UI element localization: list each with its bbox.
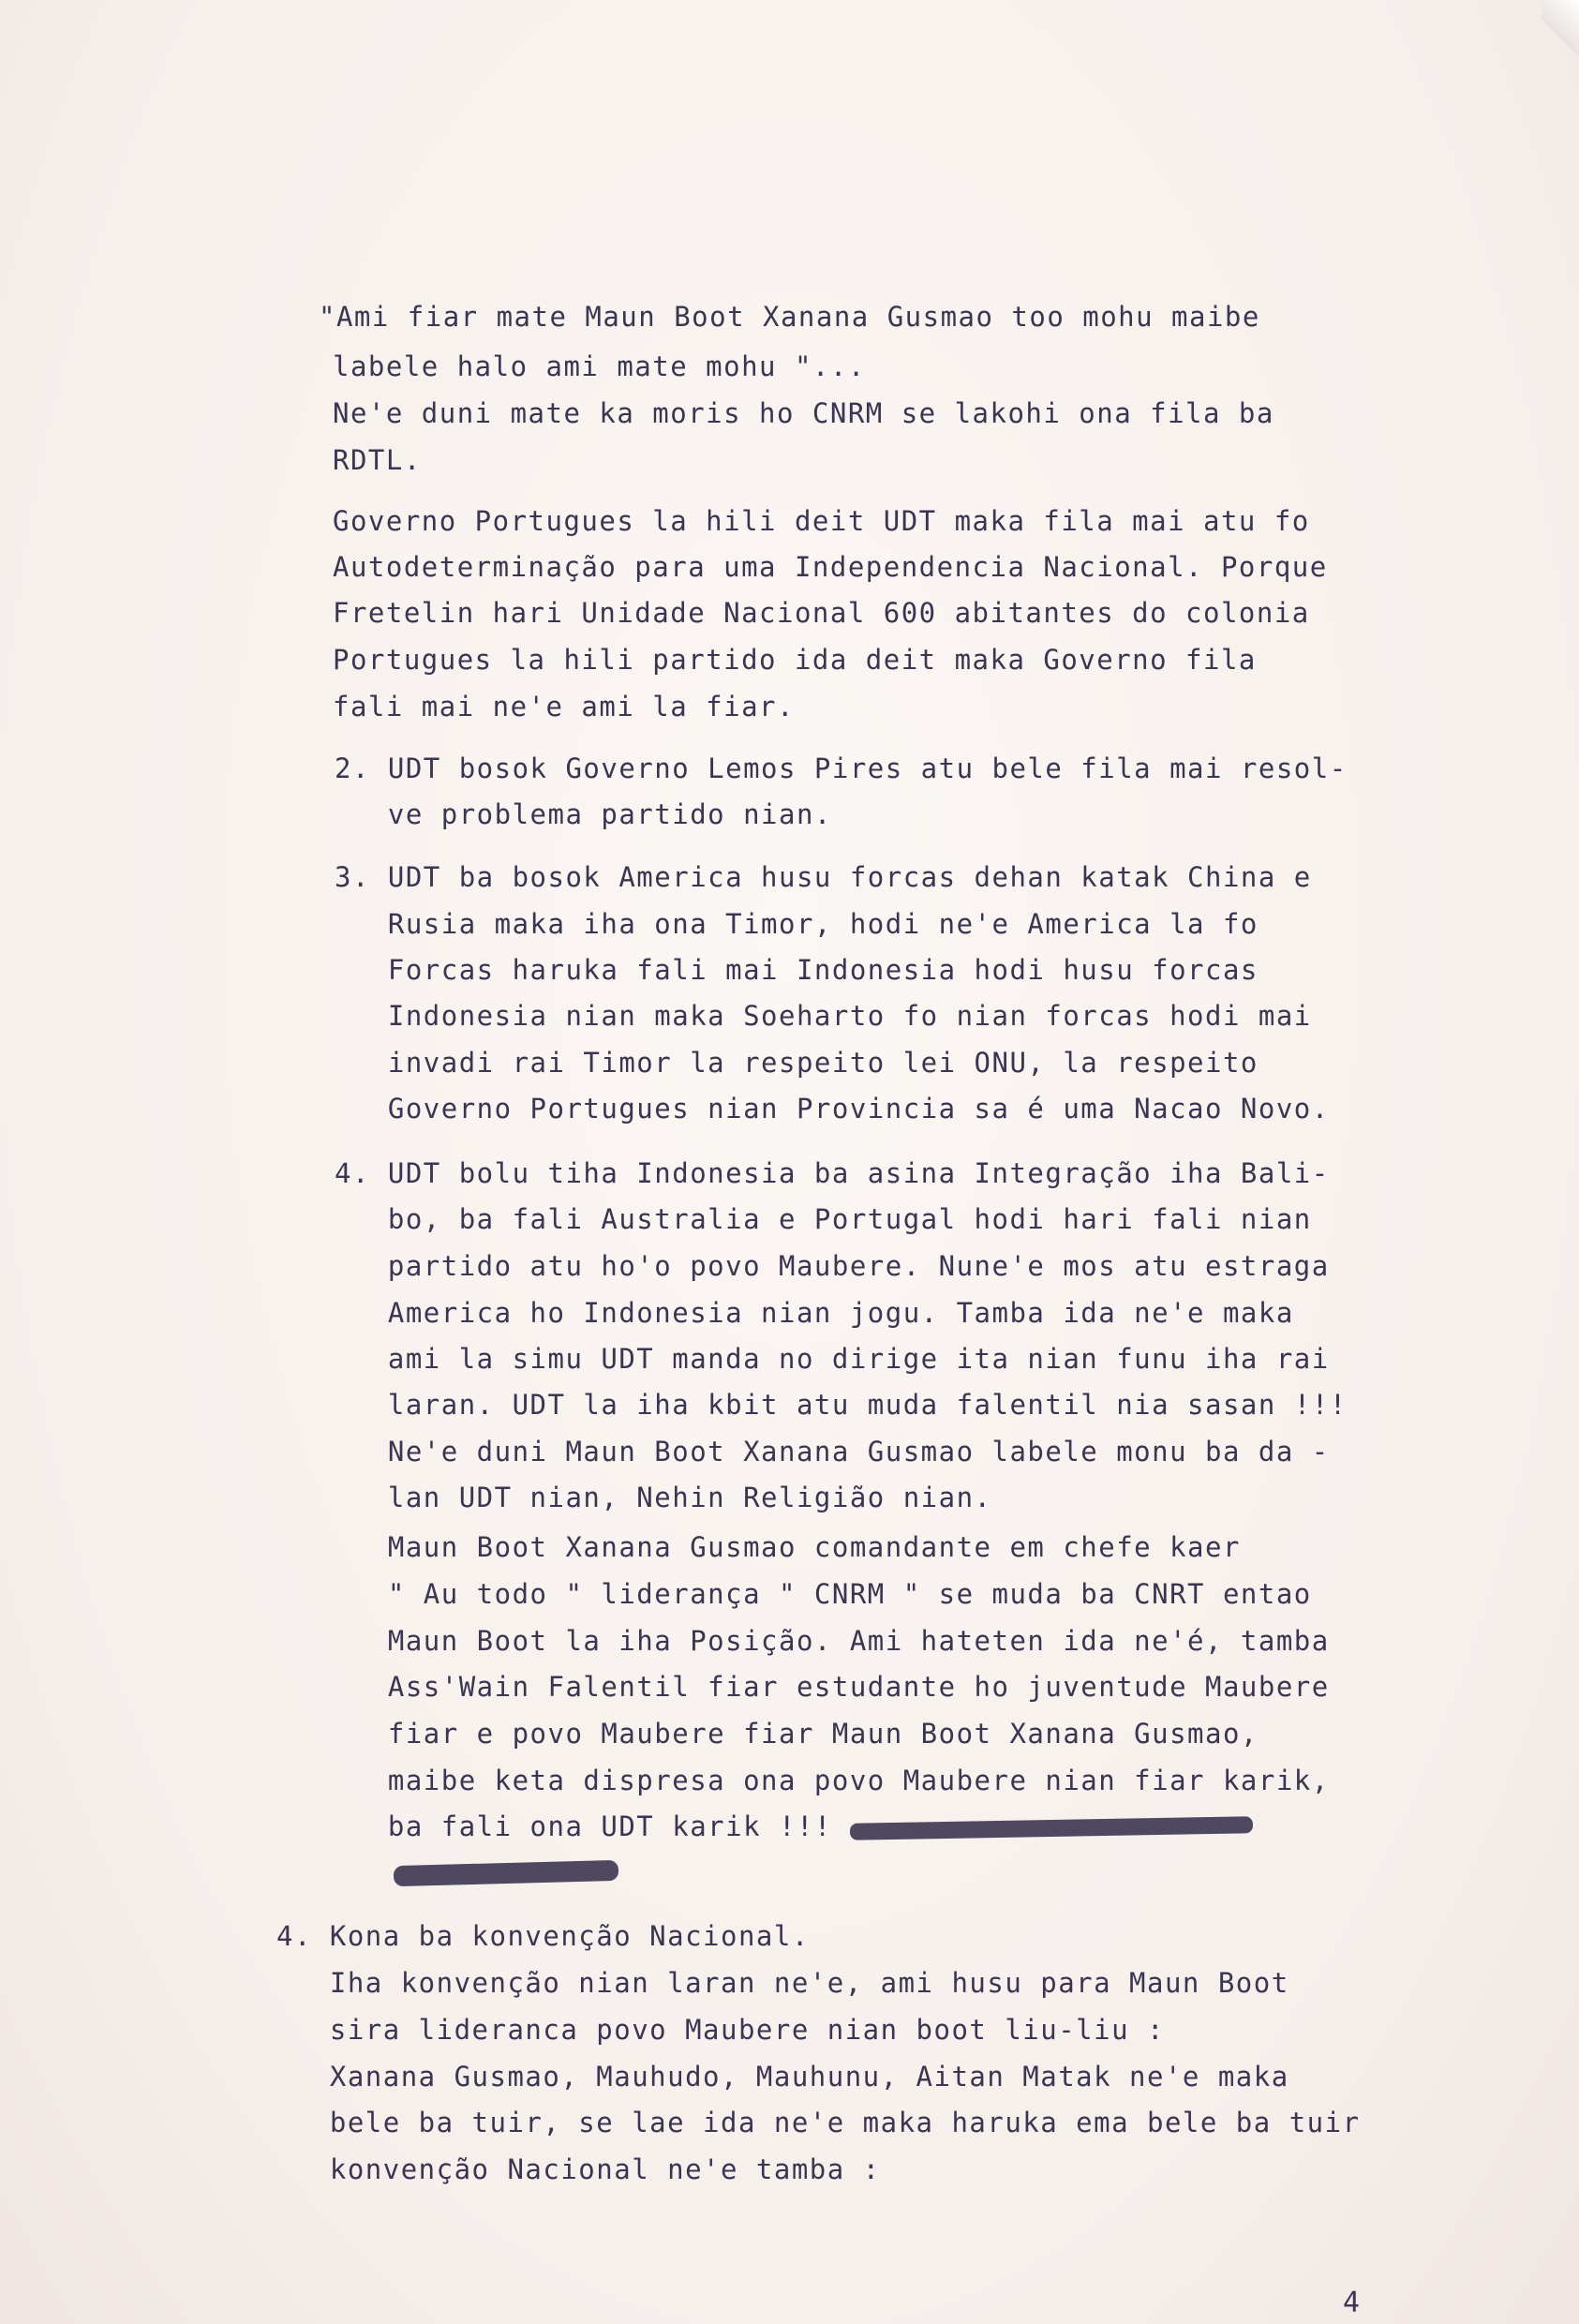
text-line: Portugues la hili partido ida deit maka Governo fila <box>333 644 1257 676</box>
list-item-line: maibe keta dispresa ona povo Maubere nian fiar karik, <box>335 1765 1330 1796</box>
list-item-line: Iha konvenção nian laran ne'e, ami husu para Maun Boot <box>276 1967 1289 1999</box>
list-item-line: Forcas haruka fali mai Indonesia hodi husu forcas <box>335 954 1259 986</box>
list-item-line: " Au todo " liderança " CNRM " se muda ba CNRT entao <box>335 1578 1312 1610</box>
list-item-text: ba fali ona UDT karik !!! <box>335 1810 832 1842</box>
list-item-line: 3. UDT ba bosok America husu forcas dehan katak China e <box>335 861 1312 893</box>
page-number: 4 <box>1343 2287 1361 2319</box>
text-line: labele halo ami mate mohu "... <box>333 350 866 382</box>
list-item-line: ve problema partido nian. <box>335 798 832 830</box>
list-item-line: Indonesia nian maka Soeharto fo nian forcas hodi mai <box>335 1000 1312 1032</box>
list-item-line: Maun Boot la iha Posição. Ami hateten ida ne'é, tamba <box>335 1625 1330 1657</box>
text-line: RDTL. <box>333 444 422 476</box>
text-line: Ne'e duni mate ka moris ho CNRM se lakohi ona fila ba <box>333 397 1274 429</box>
list-item-line: Governo Portugues nian Provincia sa é uma Nacao Novo. <box>335 1093 1330 1125</box>
list-item-line: Maun Boot Xanana Gusmao comandante em chefe kaer <box>335 1531 1241 1563</box>
ink-scribble <box>394 1860 618 1886</box>
folded-corner <box>1542 0 1579 56</box>
list-item-line: Ne'e duni Maun Boot Xanana Gusmao labele monu ba da - <box>335 1436 1330 1467</box>
list-item-line: partido atu ho'o povo Maubere. Nune'e mos atu estraga <box>335 1250 1330 1282</box>
ink-strikethrough <box>850 1816 1253 1840</box>
list-item-line: 4. Kona ba konvenção Nacional. <box>276 1920 810 1952</box>
list-item-line: laran. UDT la iha kbit atu muda falentil nia sasan !!! <box>335 1389 1348 1421</box>
text-line: Fretelin hari Unidade Nacional 600 abitantes do colonia <box>333 597 1310 629</box>
list-item-line: invadi rai Timor la respeito lei ONU, la respeito <box>335 1047 1259 1079</box>
list-item-line: Ass'Wain Falentil fiar estudante ho juventude Maubere <box>335 1671 1330 1703</box>
text-line: "Ami fiar mate Maun Boot Xanana Gusmao too mohu maibe <box>319 301 1260 333</box>
list-item-line: bo, ba fali Australia e Portugal hodi hari fali nian <box>335 1203 1312 1235</box>
list-item-line: America ho Indonesia nian jogu. Tamba ida ne'e maka <box>335 1297 1294 1329</box>
list-item-line: lan UDT nian, Nehin Religião nian. <box>335 1482 992 1513</box>
text-line: Autodeterminação para uma Independencia Nacional. Porque <box>333 551 1328 583</box>
text-line: Governo Portugues la hili deit UDT maka fila mai atu fo <box>333 505 1310 537</box>
list-item-line: 4. UDT bolu tiha Indonesia ba asina Integração iha Bali- <box>335 1157 1330 1189</box>
list-item-line: konvenção Nacional ne'e tamba : <box>276 2153 881 2185</box>
list-item-line: Xanana Gusmao, Mauhudo, Mauhunu, Aitan Matak ne'e maka <box>276 2061 1289 2093</box>
list-item-line: sira lideranca povo Maubere nian boot liu-liu : <box>276 2014 1165 2046</box>
list-item-line: Rusia maka iha ona Timor, hodi ne'e America la fo <box>335 908 1259 940</box>
list-item-line: bele ba tuir, se lae ida ne'e maka haruka ema bele ba tuir <box>276 2107 1361 2138</box>
list-item-line: 2. UDT bosok Governo Lemos Pires atu bele fila mai resol- <box>335 752 1348 784</box>
text-line: fali mai ne'e ami la fiar. <box>333 691 795 723</box>
list-item-line: fiar e povo Maubere fiar Maun Boot Xanana Gusmao, <box>335 1718 1259 1750</box>
list-item-line: ami la simu UDT manda no dirige ita nian funu iha rai <box>335 1343 1330 1375</box>
list-item-line <box>335 1808 1253 1845</box>
